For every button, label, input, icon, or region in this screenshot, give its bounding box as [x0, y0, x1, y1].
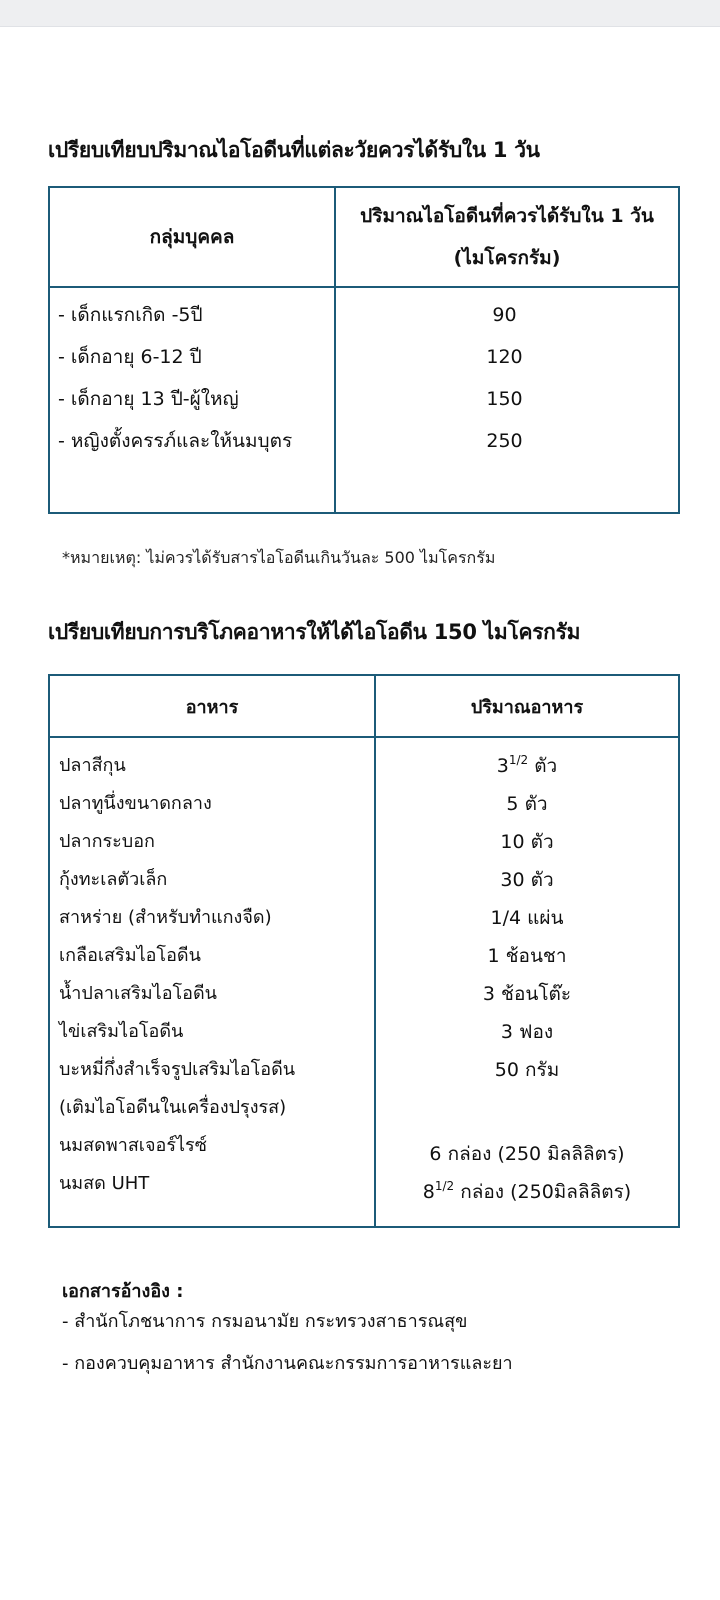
- amount-unit: กล่อง (250มิลลิลิตร): [460, 1181, 632, 1203]
- note-text: *หมายเหตุ: ไม่ควรได้รับสารไอโอดีนเกินวันละ 500 ไมโครกรัม: [62, 548, 496, 567]
- group-item: - เด็กอายุ 6-12 ปี: [58, 346, 202, 368]
- amount-whole: 5: [506, 793, 519, 815]
- food-amount: [376, 937, 678, 975]
- food-amount: [376, 899, 678, 937]
- table-body-row: [49, 737, 679, 1227]
- food-amount: [376, 975, 678, 1013]
- food-item: (เติมไอโอดีนในเครื่องปรุงรส): [59, 1097, 287, 1118]
- group-item: - หญิงตั้งครรภ์และให้นมบุตร: [58, 430, 293, 452]
- reference-item: - กองควบคุมอาหาร สำนักงานคณะกรรมการอาหารและยา: [62, 1353, 513, 1374]
- food-item: เกลือเสริมไอโอดีน: [59, 945, 201, 966]
- food-amount: [376, 823, 678, 861]
- table-body-row: [49, 287, 679, 513]
- amount-whole: 6: [429, 1143, 442, 1165]
- amount-whole: 10: [500, 831, 525, 853]
- header-amount: [335, 187, 679, 287]
- amount-item: 90: [492, 304, 517, 326]
- group-item: - เด็กแรกเกิด -5ปี: [58, 304, 203, 326]
- table2-title: เปรียบเทียบการบริโภคอาหารให้ได้ไอโอดีน 150 ไมโครกรัม: [48, 620, 581, 644]
- amount-whole: 8: [422, 1181, 435, 1203]
- header-food-amount: ปริมาณอาหาร: [375, 675, 679, 737]
- food-item: ปลาสีกุน: [59, 755, 126, 776]
- amount-unit: ตัว: [534, 755, 558, 777]
- food-iodine-table: [48, 674, 680, 1228]
- amount-whole: 30: [500, 869, 525, 891]
- food-amount: [376, 785, 678, 823]
- food-item: นมสดพาสเจอร์ไรซ์: [59, 1135, 207, 1156]
- amount-cell: [335, 287, 679, 513]
- food-amount: [376, 1051, 678, 1089]
- amount-whole: 1/4: [490, 907, 522, 929]
- amount-unit: ตัว: [524, 793, 548, 815]
- amount-unit: กรัม: [525, 1059, 560, 1081]
- amount-fraction: 1/2: [508, 753, 529, 767]
- header-food: อาหาร: [49, 675, 375, 737]
- food-amount: [376, 1173, 678, 1211]
- group-item: - เด็กอายุ 13 ปี-ผู้ใหญ่: [58, 388, 239, 410]
- amount-unit: ฟอง: [519, 1021, 554, 1043]
- food-item: สาหร่าย (สำหรับทำแกงจืด): [59, 907, 272, 928]
- food-amount: [376, 1135, 678, 1173]
- amount-unit: ตัว: [530, 831, 554, 853]
- amount-unit: ตัว: [530, 869, 554, 891]
- amount-whole: 3: [500, 1021, 513, 1043]
- food-item: น้ำปลาเสริมไอโอดีน: [59, 983, 217, 1004]
- amount-item: 120: [486, 346, 523, 368]
- amount-unit: ช้อนโต๊ะ: [501, 983, 572, 1005]
- iodine-by-age-table: [48, 186, 680, 514]
- amount-whole: 50: [494, 1059, 519, 1081]
- amount-item: 150: [486, 388, 523, 410]
- table-header-row: [49, 187, 679, 287]
- food-amount: [376, 747, 678, 785]
- amount-whole: 3: [496, 755, 509, 777]
- food-item: นมสด UHT: [59, 1173, 150, 1194]
- food-amount: [376, 861, 678, 899]
- amount-fraction: 1/2: [434, 1179, 455, 1193]
- table1-title: เปรียบเทียบปริมาณไอโอดีนที่แต่ละวัยควรได้รับใน 1 วัน: [48, 138, 540, 162]
- amount-unit: แผ่น: [527, 907, 564, 929]
- food-amount: [376, 1013, 678, 1051]
- references-title: เอกสารอ้างอิง :: [62, 1281, 184, 1302]
- amount-unit: กล่อง (250 มิลลิลิตร): [447, 1143, 625, 1165]
- group-cell: [49, 287, 335, 513]
- food-item: ปลากระบอก: [59, 831, 155, 852]
- food-amount-cell: [375, 737, 679, 1227]
- amount-unit: ช้อนชา: [505, 945, 567, 967]
- food-cell: [49, 737, 375, 1227]
- reference-item: - สำนักโภชนาการ กรมอนามัย กระทรวงสาธารณสุข: [62, 1311, 468, 1332]
- header-amount-line1: ปริมาณไอโอดีนที่ควรได้รับใน 1 วัน: [360, 205, 654, 227]
- header-amount-line2: (ไมโครกรัม): [453, 247, 561, 269]
- browser-top-bar: [0, 0, 720, 27]
- food-item: ปลาทูนึ่งขนาดกลาง: [59, 793, 212, 814]
- amount-item: 250: [486, 430, 523, 452]
- food-item: กุ้งทะเลตัวเล็ก: [59, 869, 168, 890]
- amount-whole: 3: [482, 983, 495, 1005]
- header-group: กลุ่มบุคคล: [49, 187, 335, 287]
- food-item: ไข่เสริมไอโอดีน: [59, 1021, 184, 1042]
- amount-whole: 1: [487, 945, 500, 967]
- spacer: [376, 1089, 678, 1127]
- food-item: บะหมี่กึ่งสำเร็จรูปเสริมไอโอดีน: [59, 1059, 296, 1080]
- table-header-row: [49, 675, 679, 737]
